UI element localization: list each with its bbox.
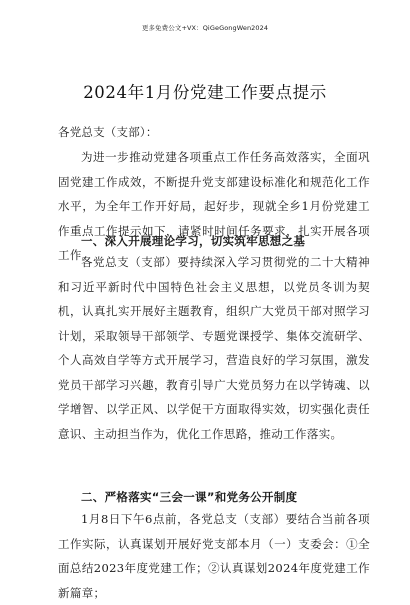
salutation: 各党总支（支部）： [58, 125, 158, 139]
document-title: 2024年1月份党建工作要点提示 [83, 83, 327, 102]
section-body-1: 各党总支（支部）要持续深入学习贯彻党的二十大精神和习近平新时代中国特色社会主义思想，以党员冬训为契机，认真扎实开展好主题教育，组织广大党员干部对照学习计划，采取领导干部领学、专题党课授学、集体交流研学、个人高效自学等方式开展学习，营造良好的学习氛围，激发党员干部学习兴趣，教育引导广大党员努力在以学铸魂、以学增智、以学正风、以学促干方面取得实效，切实强化责任意识、主动担当作为，优化工作思路，推动工作落实。 [58, 255, 370, 441]
section-heading-2: 二、严格落实“三会一课”和党务公开制度 [81, 490, 298, 504]
header-note: 更多免费公文+VX：QiGeGongWen2024 [141, 24, 269, 32]
intro-paragraph: 为进一步推动党建各项重点工作任务高效落实，全面巩固党建工作成效，不断提升党支部建设标准化和规范化工作水平，为全年工作开好局，起好步，现就全乡1月份党建工作重点工作提示如下，请紧时时间任务要求，扎实开展各项工作。 [58, 150, 370, 262]
section-heading-1: 一、深入开展理论学习，切实筑牢思想之基 [81, 234, 306, 248]
section-body-2: 1月8日下午6点前，各党总支（支部）要结合当前各项工作实际，认真谋划开展好党支部本月（一）支委会：①全面总结2023年度党建工作；②认真谋划2024年度党建工作新篇章； [58, 512, 370, 600]
